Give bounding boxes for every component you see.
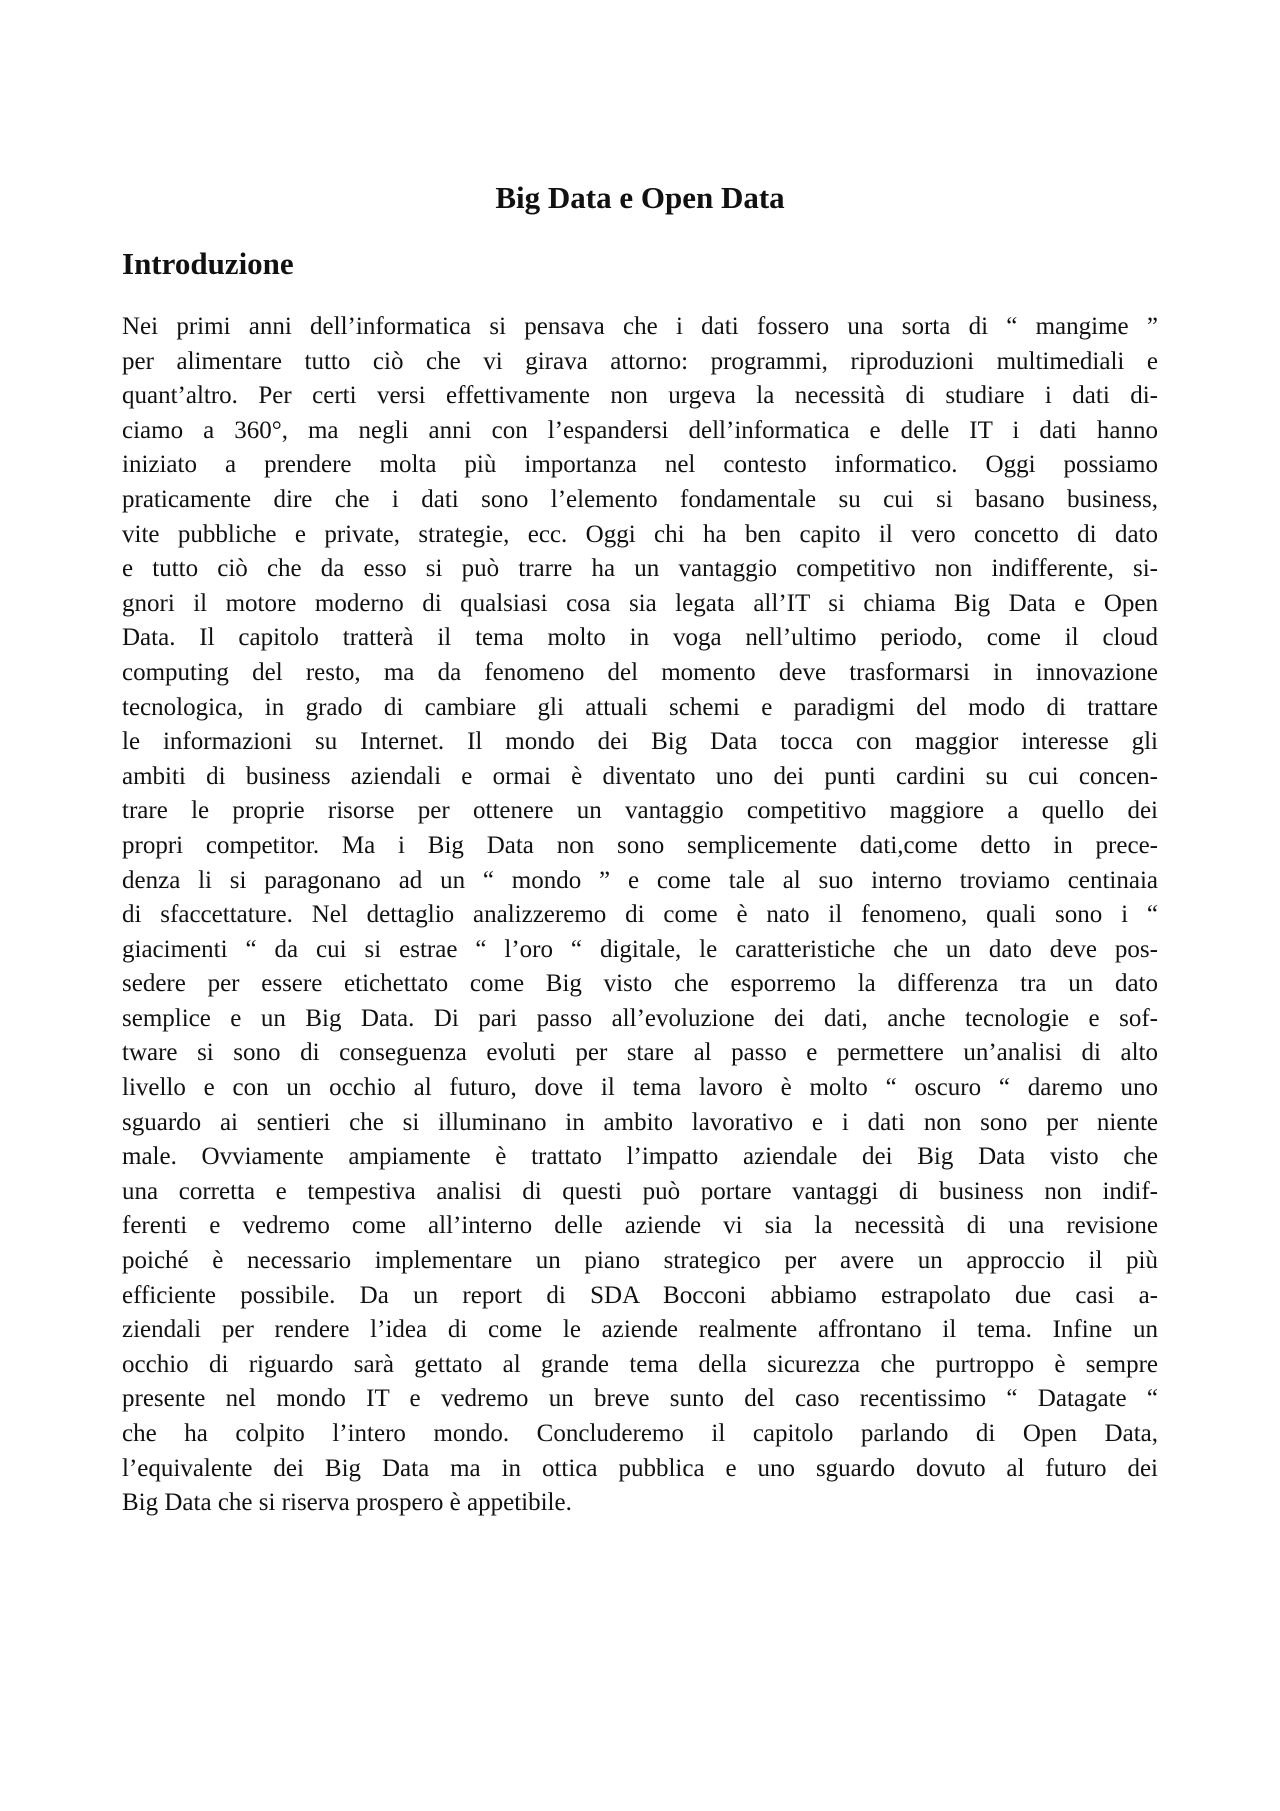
paragraph-line: una corretta e tempestiva analisi di questi può portare vantaggi di business non indif- <box>122 1177 1158 1205</box>
paragraph-line: poiché è necessario implementare un piano strategico per avere un approccio il più <box>122 1247 1158 1275</box>
document-title: Big Data e Open Data <box>495 180 785 215</box>
paragraph-line: giacimenti “ da cui si estrae “ l’oro “ digitale, le caratteristiche che un dato deve pos- <box>122 935 1158 963</box>
paragraph-line: ciamo a 360°, ma negli anni con l’espandersi dell’informatica e delle IT i dati hanno <box>122 416 1158 444</box>
intro-paragraph <box>122 310 1158 1521</box>
paragraph-line: efficiente possibile. Da un report di SDA Bocconi abbiamo estrapolato due casi a- <box>122 1281 1158 1309</box>
paragraph-line: tecnologica, in grado di cambiare gli attuali schemi e paradigmi del modo di trattare <box>122 693 1158 721</box>
paragraph-line: ambiti di business aziendali e ormai è diventato uno dei punti cardini su cui concen- <box>122 762 1158 790</box>
paragraph-line: che ha colpito l’intero mondo. Concluderemo il capitolo parlando di Open Data, <box>122 1420 1158 1447</box>
paragraph-line: occhio di riguardo sarà gettato al grande tema della sicurezza che purtroppo è sempre <box>122 1350 1158 1378</box>
paragraph-line: quant’altro. Per certi versi effettivamente non urgeva la necessità di studiare i dati di- <box>122 382 1158 410</box>
paragraph-line: gnori il motore moderno di qualsiasi cosa sia legata all’IT si chiama Big Data e Open <box>122 589 1158 617</box>
paragraph-line: ferenti e vedremo come all’interno delle aziende vi sia la necessità di una revisione <box>122 1212 1158 1240</box>
paragraph-line: iniziato a prendere molta più importanza nel contesto informatico. Oggi possiamo <box>122 451 1158 479</box>
paragraph-line: presente nel mondo IT e vedremo un breve sunto del caso recentissimo “ Datagate “ <box>122 1385 1158 1413</box>
paragraph-line: Nei primi anni dell’informatica si pensava che i dati fossero una sorta di “ mangime ” <box>122 313 1158 340</box>
paragraph-line: denza li si paragonano ad un “ mondo ” e come tale al suo interno troviamo centinaia <box>122 866 1158 894</box>
paragraph-line: le informazioni su Internet. Il mondo dei Big Data tocca con maggior interesse gli <box>122 728 1158 756</box>
paragraph-line: Big Data che si riserva prospero è appetibile. <box>122 1489 572 1517</box>
paragraph-line: computing del resto, ma da fenomeno del momento deve trasformarsi in innovazione <box>122 658 1158 686</box>
section-heading: Introduzione <box>122 246 294 281</box>
paragraph-line: tware si sono di conseguenza evoluti per stare al passo e permettere un’analisi di alto <box>122 1039 1158 1067</box>
paragraph-line: sedere per essere etichettato come Big visto che esporremo la differenza tra un dato <box>122 970 1158 998</box>
paragraph-line: vite pubbliche e private, strategie, ecc. Oggi chi ha ben capito il vero concetto di dato <box>122 520 1158 548</box>
paragraph-line: di sfaccettature. Nel dettaglio analizzeremo di come è nato il fenomeno, quali sono i “ <box>122 901 1158 929</box>
paragraph-line: ziendali per rendere l’idea di come le aziende realmente affrontano il tema. Infine un <box>122 1316 1158 1344</box>
paragraph-line: propri competitor. Ma i Big Data non sono semplicemente dati,come detto in prece- <box>122 831 1158 859</box>
paragraph-line: livello e con un occhio al futuro, dove il tema lavoro è molto “ oscuro “ daremo uno <box>122 1074 1158 1102</box>
paragraph-line: male. Ovviamente ampiamente è trattato l’impatto aziendale dei Big Data visto che <box>122 1143 1158 1171</box>
paragraph-line: trare le proprie risorse per ottenere un vantaggio competitivo maggiore a quello dei <box>122 797 1158 825</box>
paragraph-line: praticamente dire che i dati sono l’elemento fondamentale su cui si basano business, <box>122 485 1158 513</box>
paragraph-line: e tutto ciò che da esso si può trarre ha un vantaggio competitivo non indifferente, si- <box>122 555 1158 583</box>
paragraph-line: per alimentare tutto ciò che vi girava attorno: programmi, riproduzioni multimediali e <box>122 347 1158 375</box>
paragraph-line: Data. Il capitolo tratterà il tema molto in voga nell’ultimo periodo, come il cloud <box>122 624 1158 652</box>
paragraph-line: semplice e un Big Data. Di pari passo all’evoluzione dei dati, anche tecnologie e sof- <box>122 1004 1158 1032</box>
paragraph-line: sguardo ai sentieri che si illuminano in ambito lavorativo e i dati non sono per niente <box>122 1108 1158 1136</box>
paragraph-line: l’equivalente dei Big Data ma in ottica pubblica e uno sguardo dovuto al futuro dei <box>122 1454 1158 1482</box>
